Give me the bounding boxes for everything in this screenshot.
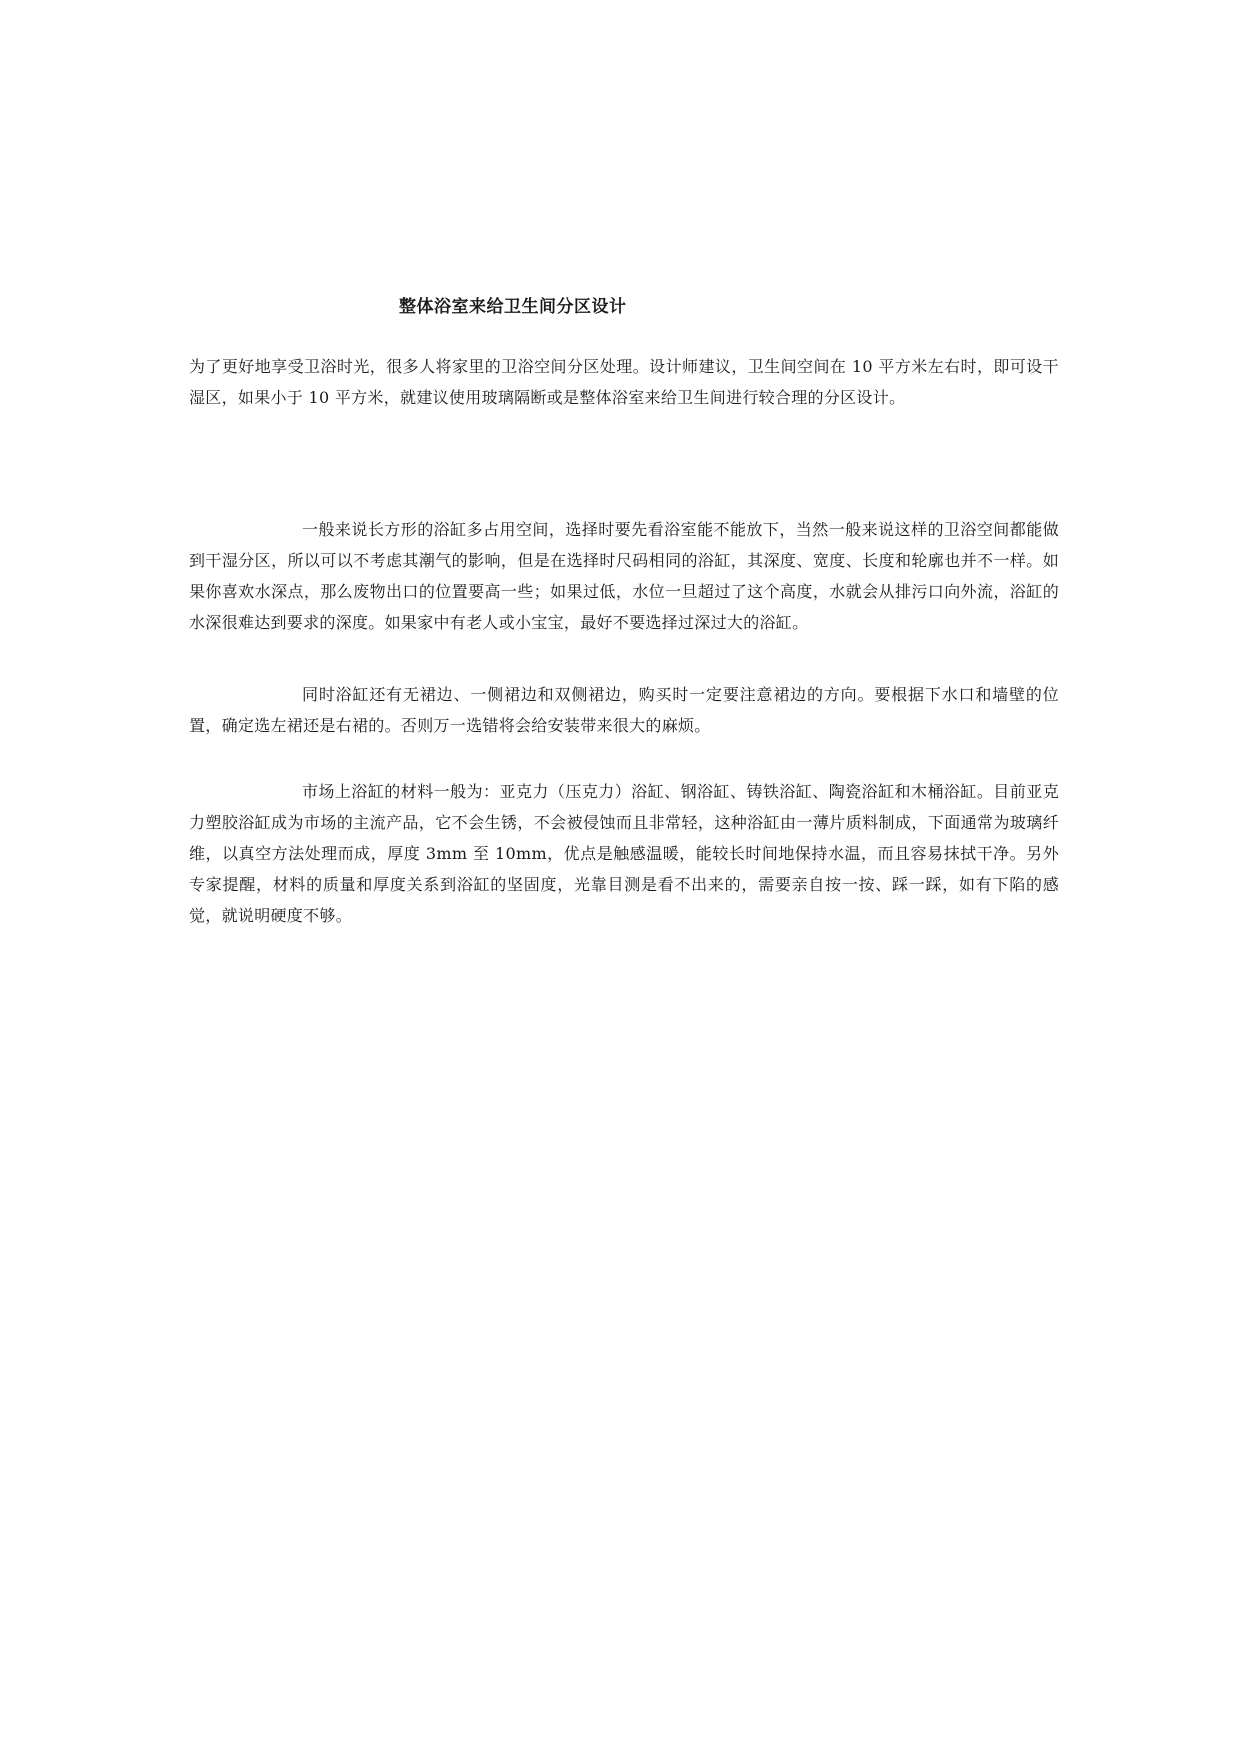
document-title: 整体浴室来给卫生间分区设计: [399, 297, 627, 317]
paragraph-bathtub-material: 市场上浴缸的材料一般为：亚克力（压克力）浴缸、钢浴缸、铸铁浴缸、陶瓷浴缸和木桶浴缸。目前亚克力塑胶浴缸成为市场的主流产品，它不会生锈，不会被侵蚀而且非常轻，这种浴缸由一薄片质料制成，下面通常为玻璃纤维，以真空方法处理而成，厚度 3mm 至 10mm，优点是触感温暖，能较长时间地保持水温，而且容易抹拭干净。另外专家提醒，材料的质量和厚度关系到浴缸的坚固度，光靠目测是看不出来的，需要亲自按一按、踩一踩，如有下陷的感觉，就说明硬度不够。: [189, 782, 1059, 925]
paragraph-bathtub-shape: 一般来说长方形的浴缸多占用空间，选择时要先看浴室能不能放下，当然一般来说这样的卫浴空间都能做到干湿分区，所以可以不考虑其潮气的影响，但是在选择时尺码相同的浴缸，其深度、宽度、长度和轮廓也并不一样。如果你喜欢水深点，那么废物出口的位置要高一些；如果过低，水位一旦超过了这个高度，水就会从排污口向外流，浴缸的水深很难达到要求的深度。如果家中有老人或小宝宝，最好不要选择过深过大的浴缸。: [189, 520, 1059, 632]
paragraph-bathtub-skirt: 同时浴缸还有无裙边、一侧裙边和双侧裙边，购买时一定要注意裙边的方向。要根据下水口和墙壁的位置，确定选左裙还是右裙的。否则万一选错将会给安装带来很大的麻烦。: [189, 685, 1059, 735]
paragraph-intro: 为了更好地享受卫浴时光，很多人将家里的卫浴空间分区处理。设计师建议，卫生间空间在 10 平方米左右时，即可设干湿区，如果小于 10 平方米，就建议使用玻璃隔断或是整体浴室来给卫生间进行较合理的分区设计。: [189, 357, 1059, 407]
